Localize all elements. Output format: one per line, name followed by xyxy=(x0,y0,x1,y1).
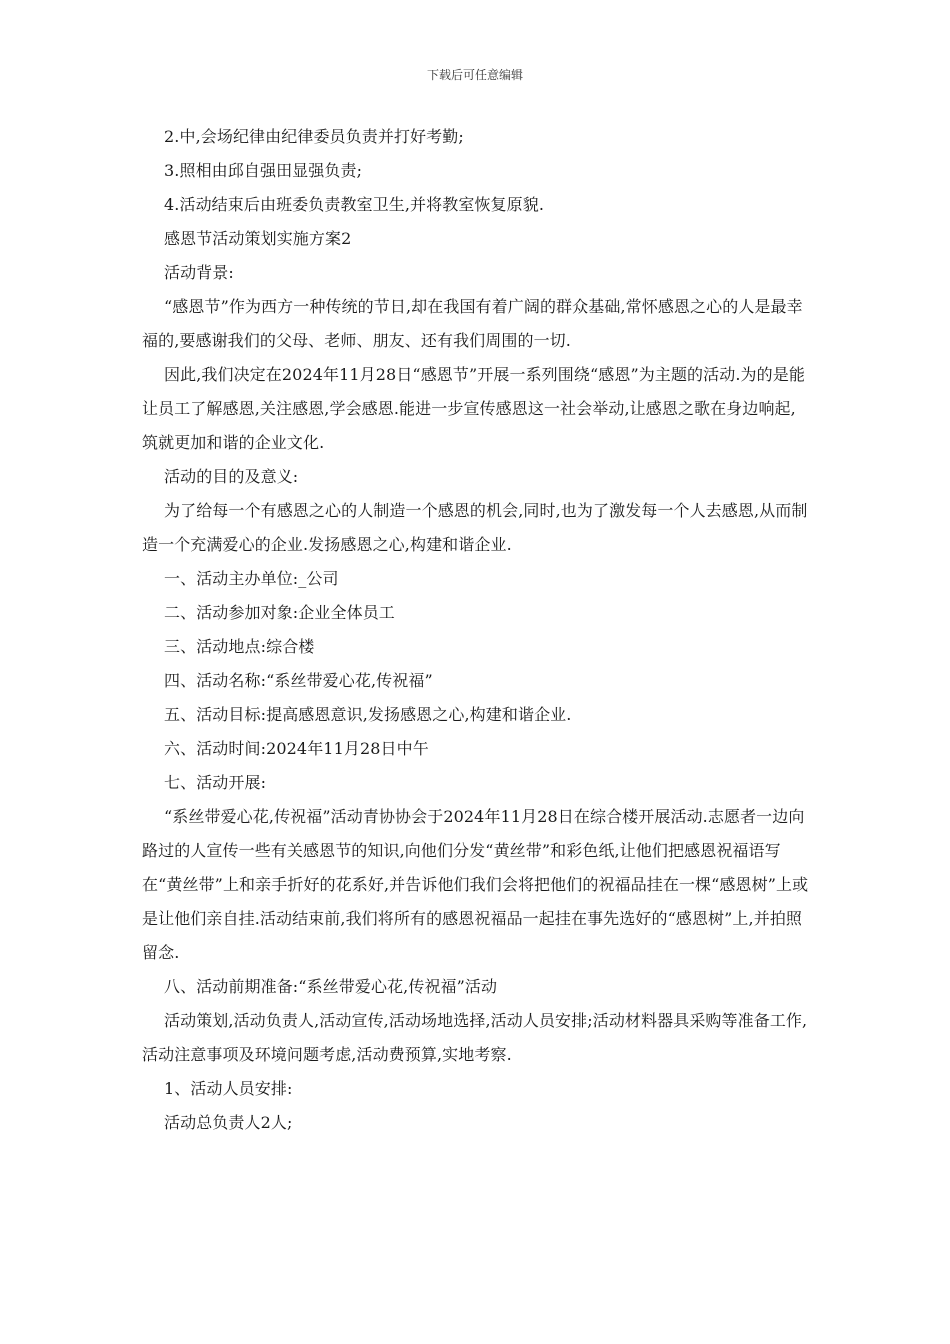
page-header-note: 下载后可任意编辑 xyxy=(426,68,523,82)
document-body xyxy=(142,120,810,1140)
heading-purpose: 活动的目的及意义: xyxy=(164,467,299,486)
paragraph-preparation: 活动策划,活动负责人,活动宣传,活动场地选择,活动人员安排;活动材料器具采购等准备工作,活动注意事项及环境问题考虑,活动费预算,实地考察. xyxy=(142,1011,808,1064)
item-time: 六、活动时间:2024年11月28日中午 xyxy=(164,739,429,758)
item-location: 三、活动地点:综合楼 xyxy=(164,637,315,656)
paragraph-cleanup: 4.活动结束后由班委负责教室卫生,并将教室恢复原貌. xyxy=(164,195,545,214)
paragraph-background-2: 因此,我们决定在2024年11月28日“感恩节”开展一系列围绕“感恩”为主题的活动.为的是能让员工了解感恩,关注感恩,学会感恩.能进一步宣传感恩这一社会举动,让感恩之歌在身边响起,筑就更加和谐的企业文化. xyxy=(142,365,805,452)
item-staffing-heading: 1、活动人员安排: xyxy=(164,1079,293,1098)
paragraph-background-1: “感恩节”作为西方一种传统的节日,却在我国有着广阔的群众基础,常怀感恩之心的人是最幸福的,要感谢我们的父母、老师、朋友、还有我们周围的一切. xyxy=(142,297,803,350)
item-staffing-lead: 活动总负责人2人; xyxy=(164,1113,293,1132)
paragraph-purpose: 为了给每一个有感恩之心的人制造一个感恩的机会,同时,也为了激发每一个人去感恩,从而制造一个充满爱心的企业.发扬感恩之心,构建和谐企业. xyxy=(142,501,808,554)
heading-background: 活动背景: xyxy=(164,263,234,282)
item-organizer: 一、活动主办单位:_公司 xyxy=(164,569,339,588)
item-execution-heading: 七、活动开展: xyxy=(164,773,267,792)
item-participants: 二、活动参加对象:企业全体员工 xyxy=(164,603,395,622)
paragraph-discipline: 2.中,会场纪律由纪律委员负责并打好考勤; xyxy=(164,127,464,146)
section-title-plan-2: 感恩节活动策划实施方案2 xyxy=(164,229,352,248)
item-goal: 五、活动目标:提高感恩意识,发扬感恩之心,构建和谐企业. xyxy=(164,705,572,724)
paragraph-execution: “系丝带爱心花,传祝福”活动青协协会于2024年11月28日在综合楼开展活动.志愿者一边向路过的人宣传一些有关感恩节的知识,向他们分发“黄丝带”和彩色纸,让他们把感恩祝福语写在“黄丝带”上和亲手折好的花系好,并告诉他们我们会将把他们的祝福品挂在一棵“感恩树”上或是让他们亲自挂.活动结束前,我们将所有的感恩祝福品一起挂在事先选好的“感恩树”上,并拍照留念. xyxy=(142,807,809,962)
paragraph-photography: 3.照相由邱自强田显强负责; xyxy=(164,161,363,180)
item-activity-name: 四、活动名称:“系丝带爱心花,传祝福” xyxy=(164,671,433,690)
item-preparation-heading: 八、活动前期准备:“系丝带爱心花,传祝福”活动 xyxy=(164,977,498,996)
